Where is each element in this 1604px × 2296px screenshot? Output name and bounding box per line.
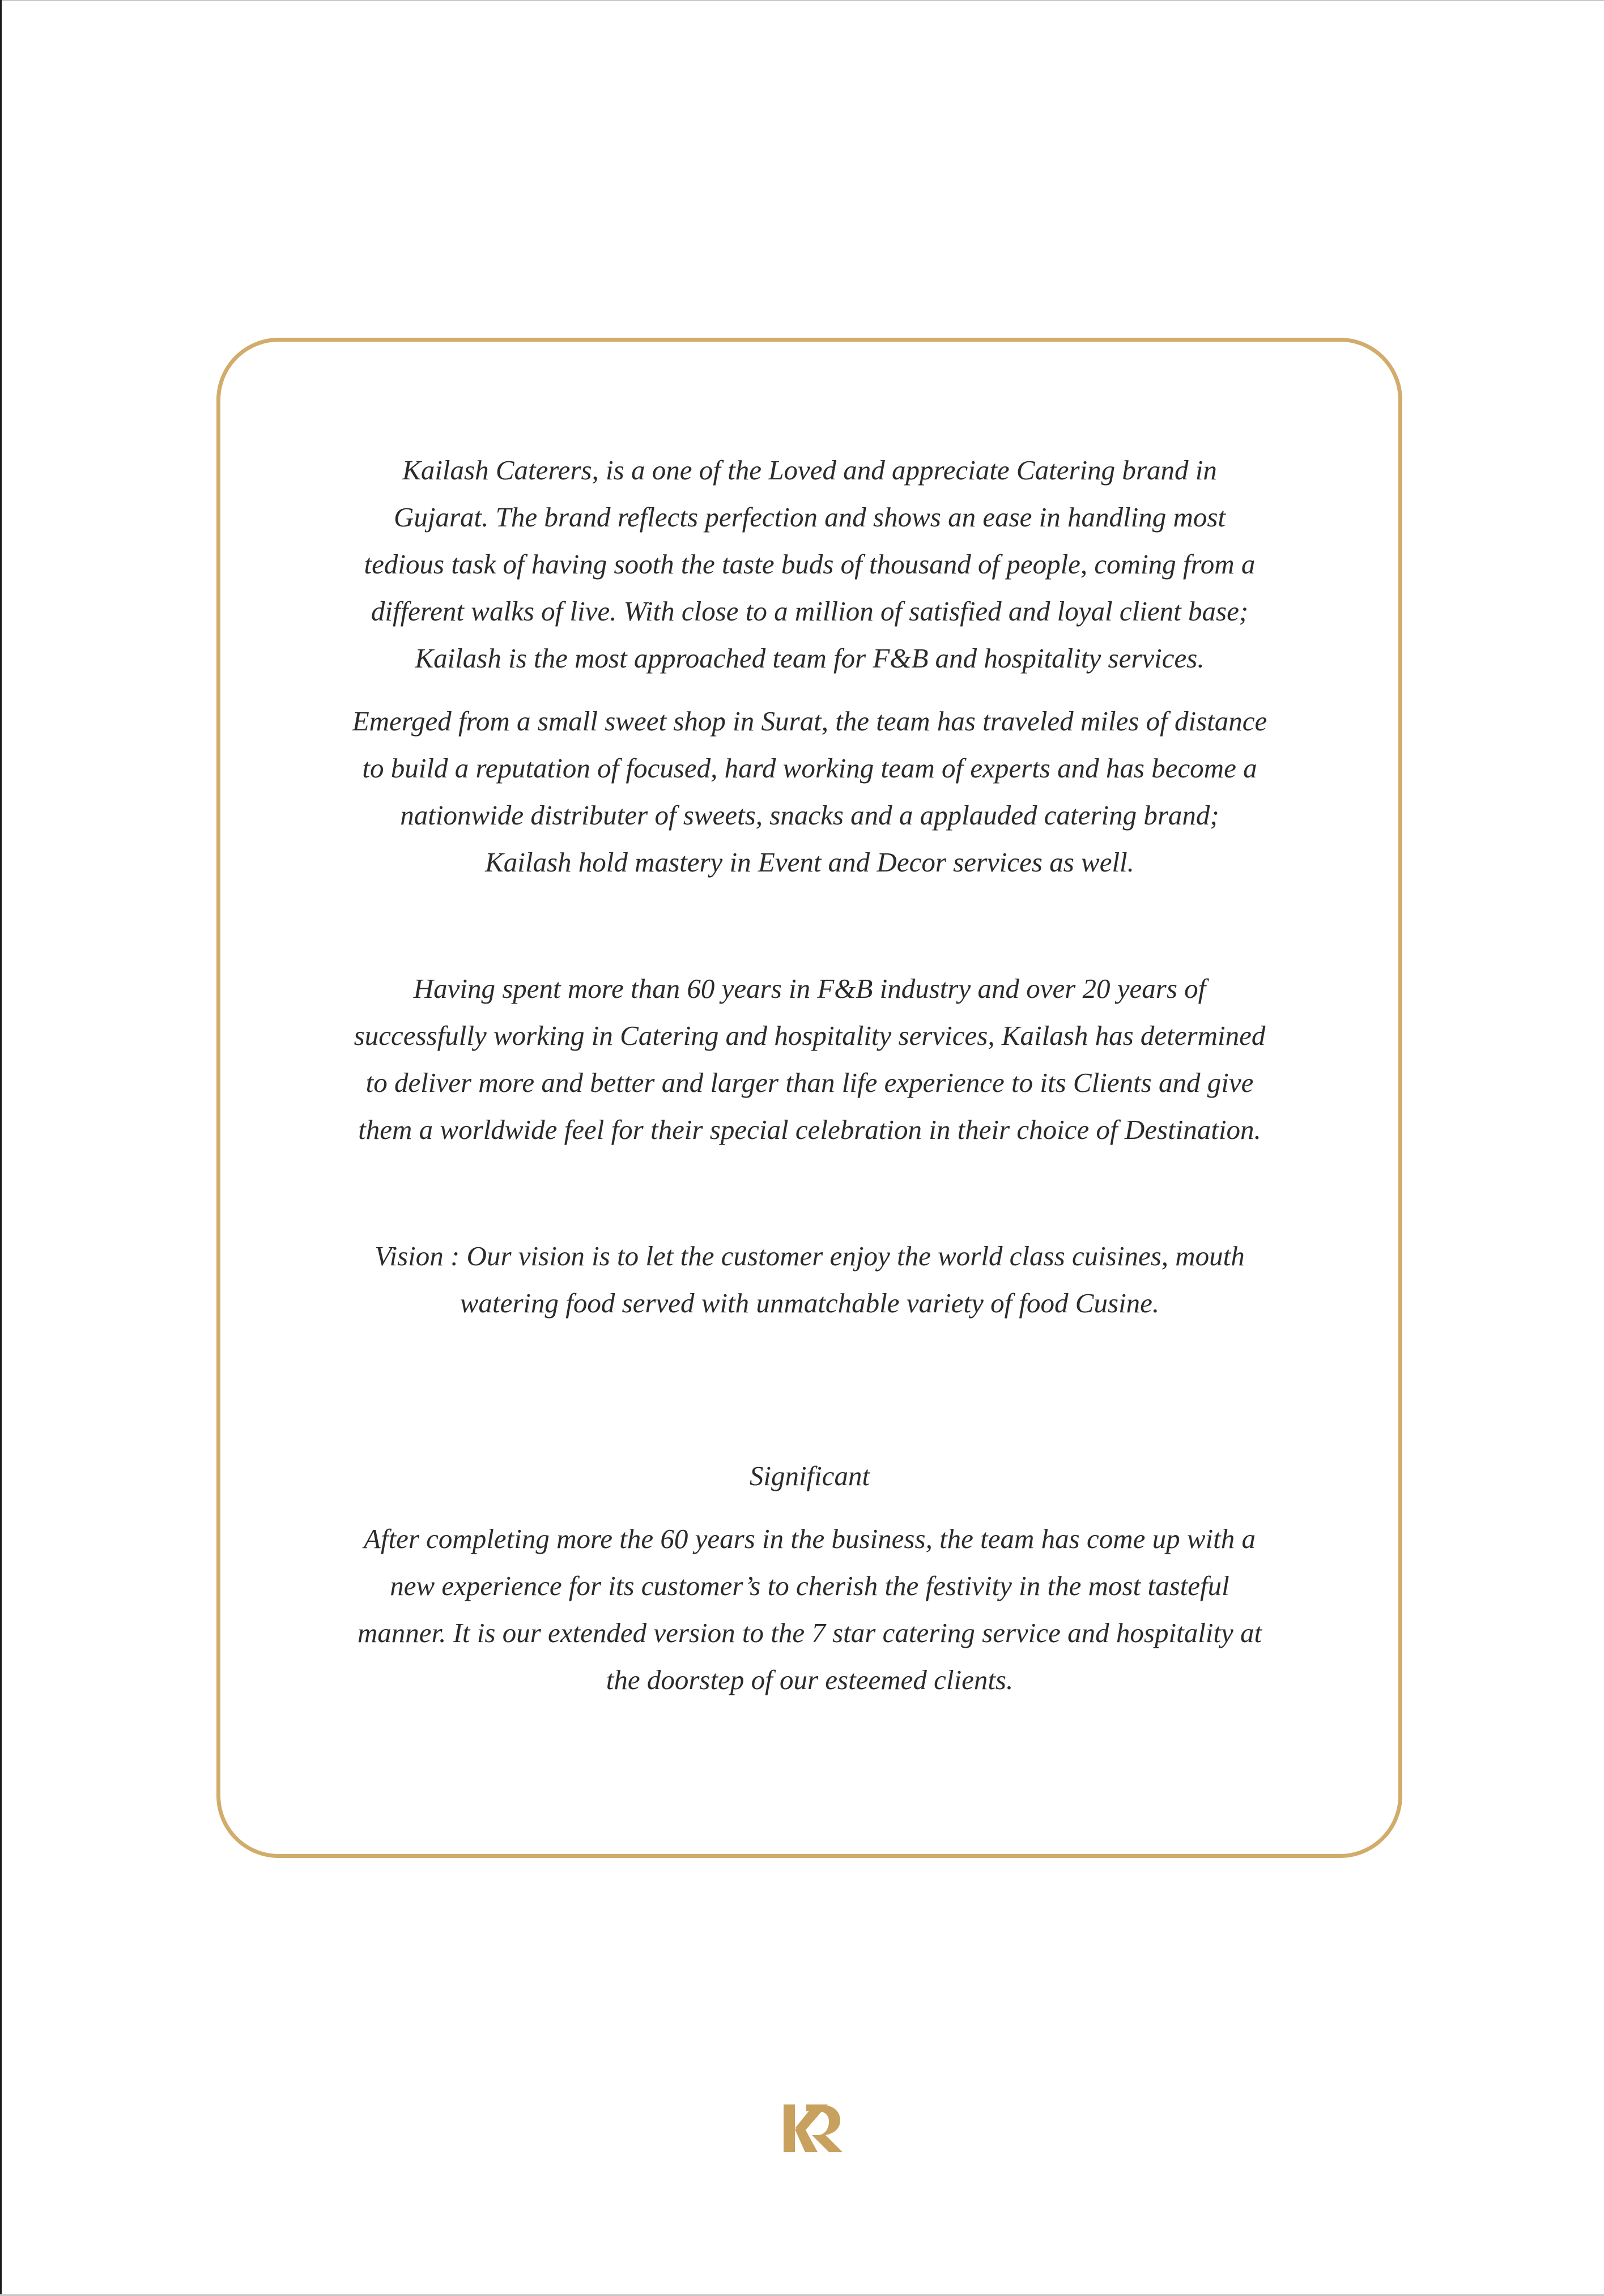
- history-paragraph: Emerged from a small sweet shop in Surat, the team has traveled miles of distance to build a reputation of focused, hard working team of experts and has become a nationwide distributer of sweets, snacks and a applauded catering brand; Kailash hold mastery in Event and Decor services as well.: [352, 705, 1267, 878]
- experience-paragraph: Having spent more than 60 years in F&B industry and over 20 years of successfully working in Catering and hospitality services, Kailash has determined to deliver more and better and larger than life experience to its Clients and give them a worldwide feel for their special celebration in their choice of Destination.: [354, 973, 1266, 1145]
- kr-monogram-icon: [784, 2102, 844, 2153]
- page-top-edge: [0, 0, 1604, 1]
- page-left-edge: [0, 0, 2, 2296]
- intro-paragraph: Kailash Caterers, is a one of the Loved and appreciate Catering brand in Gujarat. The brand reflects perfection and shows an ease in handling most tedious task of having sooth the taste buds of thousand of people, coming from a different walks of live. With close to a million of satisfied and loyal client base; Kailash is the most approached team for F&B and hospitality services.: [364, 454, 1256, 674]
- kr-logo: [784, 2102, 844, 2153]
- vision-paragraph: Vision : Our vision is to let the customer enjoy the world class cuisines, mouth watering food served with unmatchable variety of food Cusine.: [375, 1240, 1245, 1319]
- significant-heading: Significant: [749, 1460, 870, 1491]
- significant-paragraph: After completing more the 60 years in the business, the team has come up with a new experience for its customer’s to cherish the festivity in the most tasteful manner. It is our extended version to the 7 star catering service and hospitality at the doorstep of our esteemed clients.: [357, 1523, 1262, 1695]
- about-text-block: [317, 447, 1302, 1703]
